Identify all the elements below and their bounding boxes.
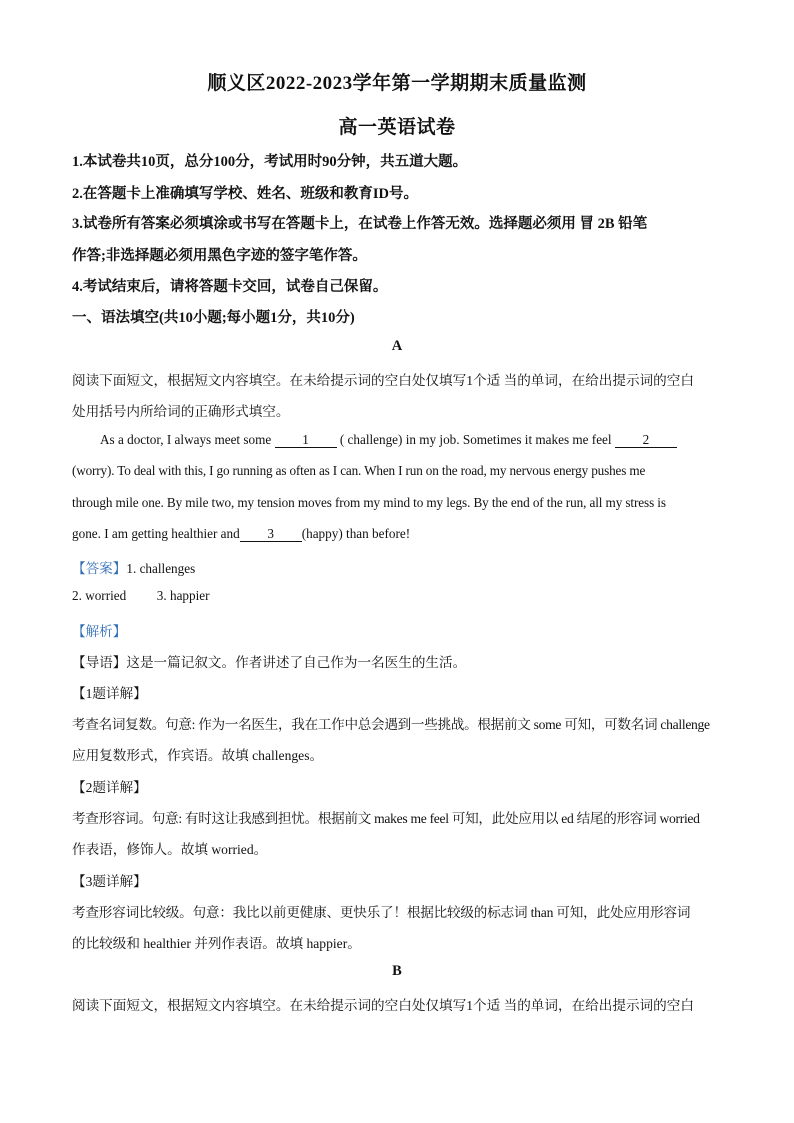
q3-line-2: 的比较级和 healthier 并列作表语。故填 happier。 (72, 936, 361, 951)
q2-line-1: 考查形容词。句意: 有时这让我感到担忧。根据前文 makes me feel 可知，此处应用以 ed 结尾的形容词 worried (72, 811, 700, 826)
instruction-4: 4.考试结束后，请将答题卡交回，试卷自己保留。 (72, 279, 388, 295)
q3-label: 【3题详解】 (72, 874, 147, 889)
passage-text: ( challenge) in my job. Sometimes it makes me feel (339, 432, 612, 447)
answer-row-2 (72, 588, 210, 604)
q1-line-2: 应用复数形式，作宾语。故填 challenges。 (72, 748, 324, 763)
directions-line-2: 处用括号内所给词的正确形式填空。 (72, 404, 290, 419)
q2-line-2: 作表语，修饰人。故填 worried。 (72, 842, 268, 857)
page-title: 顺义区2022-2023学年第一学期期末质量监测 (207, 73, 587, 94)
page-subtitle: 高一英语试卷 (338, 117, 456, 138)
answer-3: 3. happier (156, 588, 210, 603)
directions-line-1: 阅读下面短文，根据短文内容填空。在未给提示词的空白处仅填写1个适 当的单词，在给出提示词的空白 (72, 373, 694, 388)
instruction-1: 1.本试卷共10页，总分100分，考试用时90分钟，共五道大题。 (72, 154, 468, 170)
blank-3: 3 (240, 527, 302, 542)
answer-2: 2. worried (72, 588, 127, 603)
passage-line-4 (72, 526, 410, 542)
passage-text: As a doctor, I always meet some (100, 432, 272, 447)
passage-text: gone. I am getting healthier and (72, 526, 240, 541)
q1-label: 【1题详解】 (72, 686, 147, 701)
answer-1: 1. challenges (126, 561, 196, 576)
answer-label: 【答案】 (72, 561, 127, 576)
q2-label: 【2题详解】 (72, 780, 147, 795)
q1-line-1: 考查名词复数。句意: 作为一名医生，我在工作中总会遇到一些挑战。根据前文 some 可知，可数名词 challenge (72, 717, 710, 732)
blank-1: 1 (275, 433, 337, 448)
part-a-label: A (391, 338, 403, 354)
q3-line-1: 考查形容词比较级。句意：我比以前更健康、更快乐了！根据比较级的标志词 than 可知，此处应用形容词 (72, 905, 691, 920)
part-b-label: B (392, 963, 402, 979)
guide-text: 【导语】这是一篇记叙文。作者讲述了自己作为一名医生的生活。 (72, 655, 467, 670)
instruction-3-cont: 作答;非选择题必须用黑色字迹的签字笔作答。 (72, 248, 367, 264)
passage-line-2: (worry). To deal with this, I go running as often as I can. When I run on the road, my nervous energy pushes me (72, 463, 646, 478)
passage-text: (happy) than before! (301, 526, 411, 541)
passage-line-3: through mile one. By mile two, my tension moves from my mind to my legs. By the end of the run, all my stress is (72, 495, 666, 510)
instruction-3: 3.试卷所有答案必须填涂或书写在答题卡上，在试卷上作答无效。选择题必须用 冒 2B 铅笔 (72, 216, 648, 232)
analysis-label: 【解析】 (72, 624, 127, 639)
section-heading: 一、语法填空(共10小题;每小题1分，共10分) (72, 310, 355, 326)
instruction-2: 2.在答题卡上准确填写学校、姓名、班级和教育ID号。 (72, 186, 418, 202)
blank-2: 2 (615, 433, 677, 448)
b-directions-line-1: 阅读下面短文，根据短文内容填空。在未给提示词的空白处仅填写1个适 当的单词，在给出提示词的空白 (72, 998, 694, 1013)
answer-row (72, 557, 195, 577)
passage-line-1 (100, 432, 677, 448)
